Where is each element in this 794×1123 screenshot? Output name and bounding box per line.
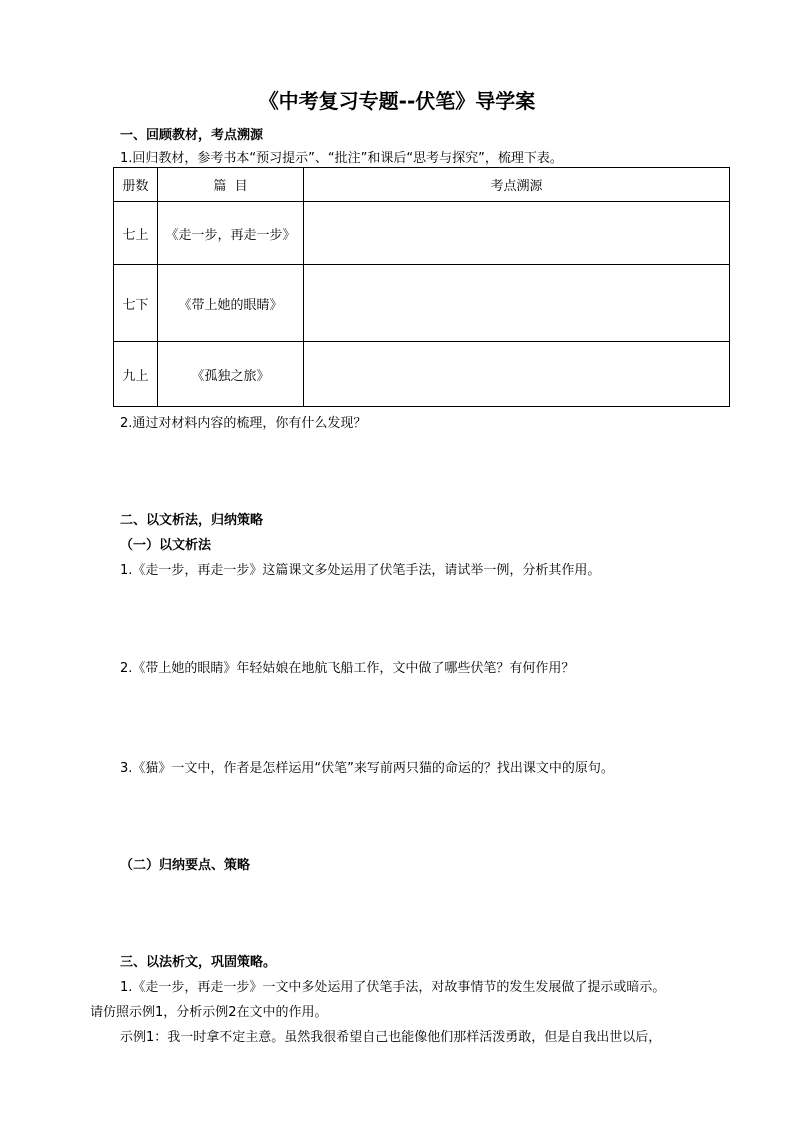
section1-question-2: 2.通过对材料内容的梳理，你有什么发现？ [120,416,367,431]
table-row [114,342,730,407]
row-grade: 七上 [114,202,158,265]
section1-question-1: 1.回归教材，参考书本“预习提示”、“批注”和课后“思考与探究”，梳理下表。 [120,151,563,166]
table-row [114,202,730,265]
section3-line-1: 1.《走一步，再走一步》一文中多处运用了伏笔手法，对故事情节的发生发展做了提示或暗示。 [120,980,666,995]
page-title: 《中考复习专题--伏笔》导学案 [258,89,536,113]
section2-question-1: 1.《走一步，再走一步》这篇课文多处运用了伏笔手法，请试举一例，分析其作用。 [120,563,601,578]
column-header-title: 篇 目 [158,168,304,202]
row-title: 《走一步，再走一步》 [158,202,304,265]
row-grade: 九上 [114,342,158,407]
column-header-grade: 册数 [114,168,158,202]
section3-heading: 三、以法析文，巩固策略。 [120,955,277,970]
section2-question-2: 2.《带上她的眼睛》年轻姑娘在地航飞船工作，文中做了哪些伏笔？有何作用？ [120,661,575,676]
section3-line-2: 请仿照示例1，分析示例2在文中的作用。 [90,1005,328,1020]
row-grade: 七下 [114,265,158,342]
row-content[interactable] [304,265,730,342]
section2-question-3: 3.《猫》一文中，作者是怎样运用“伏笔”来写前两只猫的命运的？找出课文中的原句。 [120,761,614,776]
section1-heading: 一、回顾教材，考点溯源 [120,128,264,143]
section2-subheading-1: （一）以文析法 [120,538,212,553]
review-table [113,167,730,407]
section2-subheading-2: （二）归纳要点、策略 [120,858,251,873]
section2-heading: 二、以文析法，归纳策略 [120,513,264,528]
table-row [114,265,730,342]
row-content[interactable] [304,342,730,407]
table-header-row [114,168,730,202]
row-title: 《带上她的眼睛》 [158,265,304,342]
row-title: 《孤独之旅》 [158,342,304,407]
row-content[interactable] [304,202,730,265]
section3-line-3: 示例1：我一时拿不定主意。虽然我很希望自己也能像他们那样活泼勇敢，但是自我出世以后， [120,1030,662,1045]
column-header-source: 考点溯源 [304,168,730,202]
